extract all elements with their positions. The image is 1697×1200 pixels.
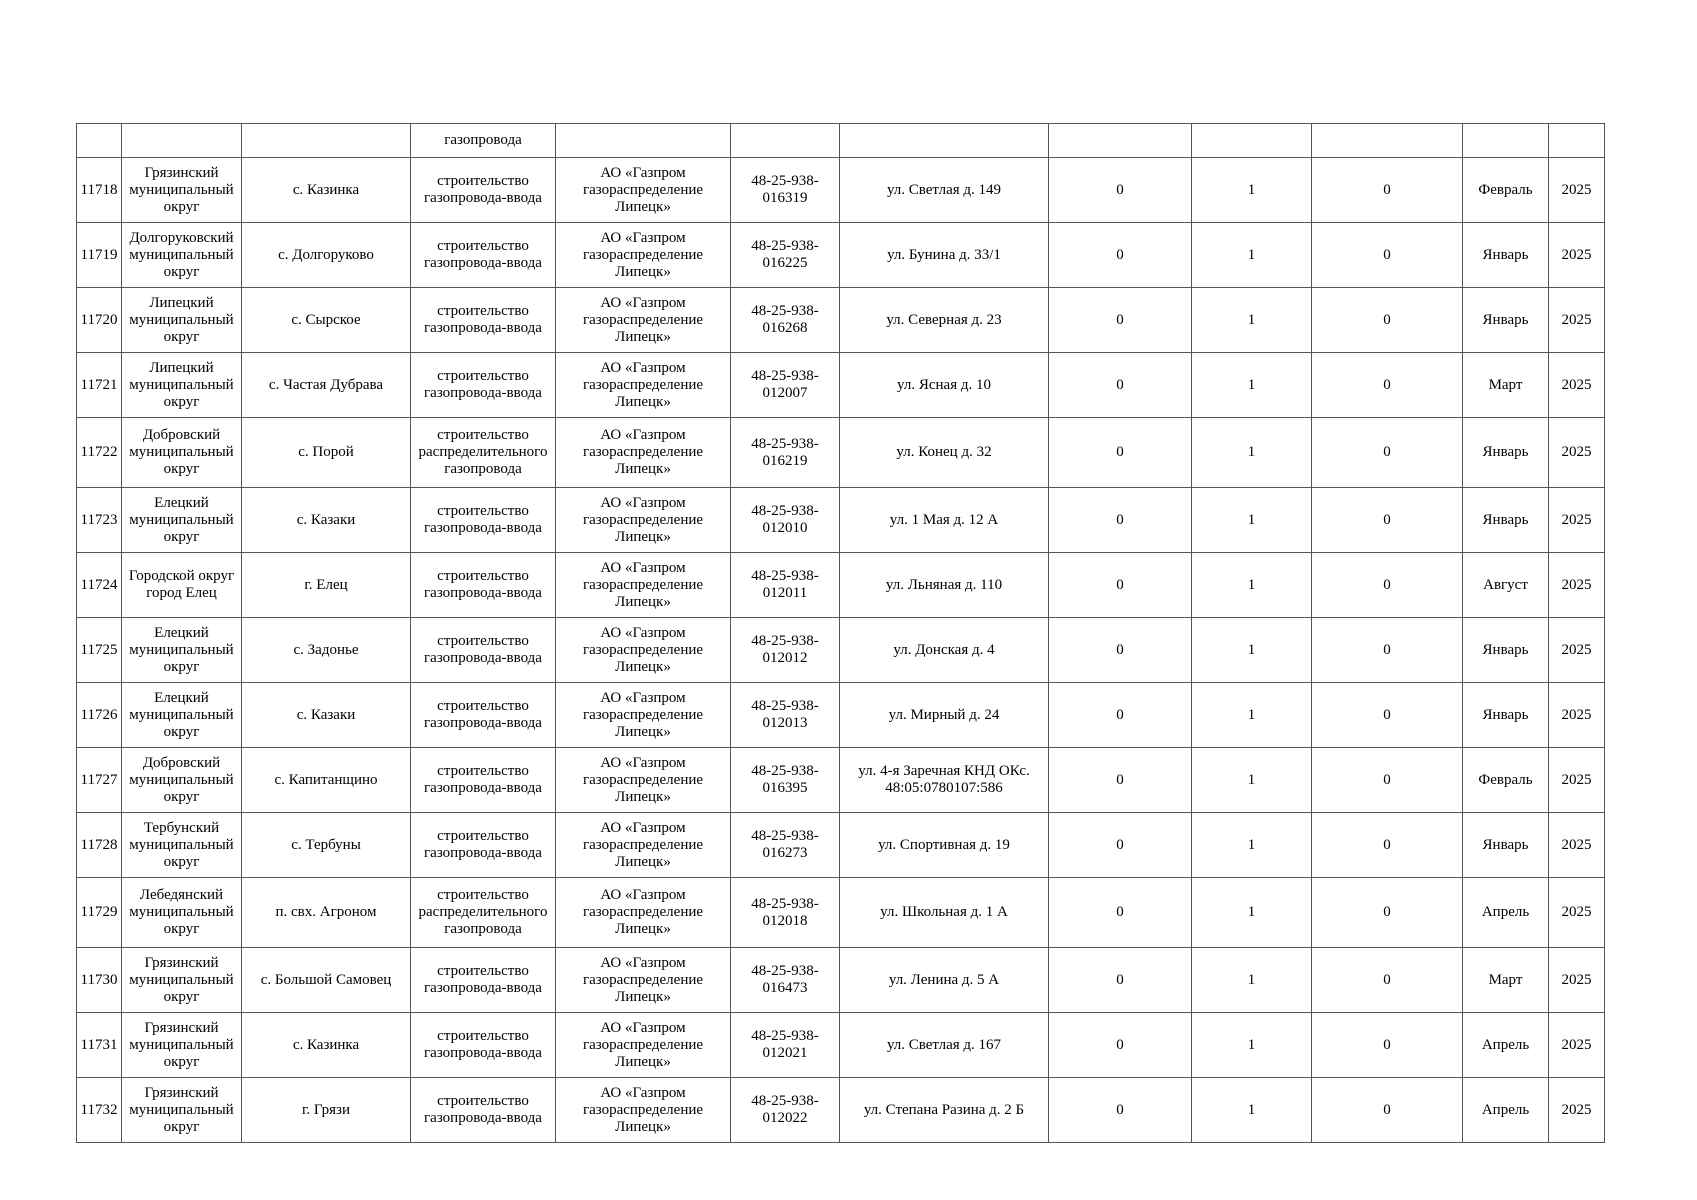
cell-district: Липецкий муниципальный округ bbox=[122, 288, 242, 353]
cell-settlement: с. Казинка bbox=[242, 158, 411, 223]
table-row bbox=[77, 948, 1605, 1013]
cell-id: 11722 bbox=[77, 418, 122, 488]
cell-month: Февраль bbox=[1463, 748, 1549, 813]
cell-code: 48-25-938-012013 bbox=[731, 683, 840, 748]
cell-n3: 0 bbox=[1312, 878, 1463, 948]
cell-month: Январь bbox=[1463, 488, 1549, 553]
cell-month: Март bbox=[1463, 948, 1549, 1013]
cell-district: Долгоруковский муниципальный округ bbox=[122, 223, 242, 288]
cell-org: АО «Газпром газораспределение Липецк» bbox=[556, 158, 731, 223]
cell-code: 48-25-938-016319 bbox=[731, 158, 840, 223]
cell-n3: 0 bbox=[1312, 488, 1463, 553]
cell-address: ул. Северная д. 23 bbox=[840, 288, 1049, 353]
table-row bbox=[77, 353, 1605, 418]
cell-district: Елецкий муниципальный округ bbox=[122, 683, 242, 748]
cell-district: Елецкий муниципальный округ bbox=[122, 488, 242, 553]
cell-n1: 0 bbox=[1049, 488, 1192, 553]
cell-org bbox=[556, 124, 731, 158]
cell-n3: 0 bbox=[1312, 748, 1463, 813]
cell-address: ул. Светлая д. 149 bbox=[840, 158, 1049, 223]
cell-address bbox=[840, 124, 1049, 158]
cell-n2: 1 bbox=[1192, 1013, 1312, 1078]
cell-district: Добровский муниципальный округ bbox=[122, 418, 242, 488]
table-row bbox=[77, 553, 1605, 618]
table-row bbox=[77, 1078, 1605, 1143]
cell-org: АО «Газпром газораспределение Липецк» bbox=[556, 353, 731, 418]
cell-org: АО «Газпром газораспределение Липецк» bbox=[556, 418, 731, 488]
cell-address: ул. Бунина д. 33/1 bbox=[840, 223, 1049, 288]
cell-work-type: строительство газопровода-ввода bbox=[411, 353, 556, 418]
cell-year: 2025 bbox=[1549, 1078, 1605, 1143]
cell-id: 11725 bbox=[77, 618, 122, 683]
cell-address: ул. Донская д. 4 bbox=[840, 618, 1049, 683]
cell-work-type: строительство газопровода-ввода bbox=[411, 158, 556, 223]
gasification-table bbox=[76, 123, 1605, 1143]
cell-month: Январь bbox=[1463, 813, 1549, 878]
cell-year: 2025 bbox=[1549, 748, 1605, 813]
cell-district: Тербунский муниципальный округ bbox=[122, 813, 242, 878]
cell-month: Август bbox=[1463, 553, 1549, 618]
cell-work-type: строительство газопровода-ввода bbox=[411, 488, 556, 553]
cell-n3: 0 bbox=[1312, 553, 1463, 618]
cell-id: 11720 bbox=[77, 288, 122, 353]
cell-year: 2025 bbox=[1549, 288, 1605, 353]
cell-code: 48-25-938-016219 bbox=[731, 418, 840, 488]
cell-settlement: с. Капитанщино bbox=[242, 748, 411, 813]
cell-settlement: с. Казаки bbox=[242, 488, 411, 553]
cell-n3: 0 bbox=[1312, 288, 1463, 353]
cell-address: ул. 1 Мая д. 12 А bbox=[840, 488, 1049, 553]
cell-address: ул. Конец д. 32 bbox=[840, 418, 1049, 488]
cell-settlement: с. Долгоруково bbox=[242, 223, 411, 288]
table-body bbox=[77, 124, 1605, 1143]
cell-work-type: строительство газопровода-ввода bbox=[411, 1013, 556, 1078]
cell-settlement: г. Грязи bbox=[242, 1078, 411, 1143]
cell-n2: 1 bbox=[1192, 488, 1312, 553]
cell-code bbox=[731, 124, 840, 158]
cell-org: АО «Газпром газораспределение Липецк» bbox=[556, 223, 731, 288]
cell-address: ул. Ясная д. 10 bbox=[840, 353, 1049, 418]
cell-address: ул. Светлая д. 167 bbox=[840, 1013, 1049, 1078]
cell-n3: 0 bbox=[1312, 1078, 1463, 1143]
cell-n3: 0 bbox=[1312, 353, 1463, 418]
cell-month: Апрель bbox=[1463, 1013, 1549, 1078]
cell-n2: 1 bbox=[1192, 353, 1312, 418]
cell-code: 48-25-938-012021 bbox=[731, 1013, 840, 1078]
cell-address: ул. Мирный д. 24 bbox=[840, 683, 1049, 748]
cell-n2: 1 bbox=[1192, 813, 1312, 878]
cell-id: 11731 bbox=[77, 1013, 122, 1078]
cell-n1: 0 bbox=[1049, 948, 1192, 1013]
cell-n3: 0 bbox=[1312, 158, 1463, 223]
cell-district: Грязинский муниципальный округ bbox=[122, 1013, 242, 1078]
cell-id: 11730 bbox=[77, 948, 122, 1013]
cell-year: 2025 bbox=[1549, 878, 1605, 948]
cell-org: АО «Газпром газораспределение Липецк» bbox=[556, 878, 731, 948]
cell-year: 2025 bbox=[1549, 618, 1605, 683]
cell-org: АО «Газпром газораспределение Липецк» bbox=[556, 553, 731, 618]
table-row bbox=[77, 813, 1605, 878]
cell-org: АО «Газпром газораспределение Липецк» bbox=[556, 288, 731, 353]
cell-month: Январь bbox=[1463, 618, 1549, 683]
cell-year: 2025 bbox=[1549, 158, 1605, 223]
cell-month: Апрель bbox=[1463, 878, 1549, 948]
cell-n1 bbox=[1049, 124, 1192, 158]
cell-org: АО «Газпром газораспределение Липецк» bbox=[556, 618, 731, 683]
cell-n1: 0 bbox=[1049, 353, 1192, 418]
cell-district: Лебедянский муниципальный округ bbox=[122, 878, 242, 948]
cell-code: 48-25-938-012022 bbox=[731, 1078, 840, 1143]
cell-code: 48-25-938-012012 bbox=[731, 618, 840, 683]
table-row bbox=[77, 683, 1605, 748]
cell-n1: 0 bbox=[1049, 553, 1192, 618]
cell-month: Март bbox=[1463, 353, 1549, 418]
cell-district: Грязинский муниципальный округ bbox=[122, 948, 242, 1013]
cell-address: ул. Школьная д. 1 А bbox=[840, 878, 1049, 948]
cell-month: Апрель bbox=[1463, 1078, 1549, 1143]
cell-month: Январь bbox=[1463, 288, 1549, 353]
cell-address: ул. Льняная д. 110 bbox=[840, 553, 1049, 618]
cell-work-type: строительство газопровода-ввода bbox=[411, 813, 556, 878]
cell-work-type: газопровода bbox=[411, 124, 556, 158]
cell-n2: 1 bbox=[1192, 683, 1312, 748]
cell-settlement: п. свх. Агроном bbox=[242, 878, 411, 948]
table-row bbox=[77, 418, 1605, 488]
table-row bbox=[77, 288, 1605, 353]
table-row bbox=[77, 158, 1605, 223]
cell-month: Февраль bbox=[1463, 158, 1549, 223]
cell-district bbox=[122, 124, 242, 158]
cell-code: 48-25-938-016268 bbox=[731, 288, 840, 353]
cell-address: ул. Степана Разина д. 2 Б bbox=[840, 1078, 1049, 1143]
cell-id bbox=[77, 124, 122, 158]
cell-n1: 0 bbox=[1049, 1078, 1192, 1143]
cell-n2: 1 bbox=[1192, 948, 1312, 1013]
cell-code: 48-25-938-012011 bbox=[731, 553, 840, 618]
cell-work-type: строительство газопровода-ввода bbox=[411, 948, 556, 1013]
cell-month bbox=[1463, 124, 1549, 158]
table-row bbox=[77, 488, 1605, 553]
cell-n2: 1 bbox=[1192, 553, 1312, 618]
cell-address: ул. Спортивная д. 19 bbox=[840, 813, 1049, 878]
cell-n1: 0 bbox=[1049, 1013, 1192, 1078]
cell-n1: 0 bbox=[1049, 813, 1192, 878]
cell-settlement: с. Порой bbox=[242, 418, 411, 488]
cell-code: 48-25-938-012007 bbox=[731, 353, 840, 418]
cell-work-type: строительство газопровода-ввода bbox=[411, 288, 556, 353]
cell-address: ул. 4-я Заречная КНД ОКс. 48:05:0780107:586 bbox=[840, 748, 1049, 813]
cell-year bbox=[1549, 124, 1605, 158]
cell-org: АО «Газпром газораспределение Липецк» bbox=[556, 1078, 731, 1143]
cell-n1: 0 bbox=[1049, 683, 1192, 748]
cell-n1: 0 bbox=[1049, 878, 1192, 948]
table-row bbox=[77, 1013, 1605, 1078]
cell-org: АО «Газпром газораспределение Липецк» bbox=[556, 813, 731, 878]
cell-n1: 0 bbox=[1049, 288, 1192, 353]
cell-n3: 0 bbox=[1312, 683, 1463, 748]
cell-settlement: с. Сырское bbox=[242, 288, 411, 353]
cell-n3: 0 bbox=[1312, 618, 1463, 683]
cell-settlement: с. Казаки bbox=[242, 683, 411, 748]
table-row bbox=[77, 748, 1605, 813]
cell-n3 bbox=[1312, 124, 1463, 158]
cell-id: 11718 bbox=[77, 158, 122, 223]
cell-work-type: строительство газопровода-ввода bbox=[411, 748, 556, 813]
cell-year: 2025 bbox=[1549, 813, 1605, 878]
cell-id: 11724 bbox=[77, 553, 122, 618]
cell-work-type: строительство распределительного газопровода bbox=[411, 418, 556, 488]
cell-n1: 0 bbox=[1049, 223, 1192, 288]
cell-year: 2025 bbox=[1549, 418, 1605, 488]
cell-org: АО «Газпром газораспределение Липецк» bbox=[556, 948, 731, 1013]
cell-id: 11728 bbox=[77, 813, 122, 878]
cell-month: Январь bbox=[1463, 223, 1549, 288]
cell-month: Январь bbox=[1463, 683, 1549, 748]
cell-code: 48-25-938-012010 bbox=[731, 488, 840, 553]
cell-id: 11721 bbox=[77, 353, 122, 418]
cell-work-type: строительство газопровода-ввода bbox=[411, 1078, 556, 1143]
cell-id: 11729 bbox=[77, 878, 122, 948]
cell-code: 48-25-938-016225 bbox=[731, 223, 840, 288]
cell-district: Грязинский муниципальный округ bbox=[122, 1078, 242, 1143]
cell-n2: 1 bbox=[1192, 618, 1312, 683]
cell-code: 48-25-938-016473 bbox=[731, 948, 840, 1013]
cell-n3: 0 bbox=[1312, 948, 1463, 1013]
cell-settlement: г. Елец bbox=[242, 553, 411, 618]
cell-year: 2025 bbox=[1549, 683, 1605, 748]
cell-org: АО «Газпром газораспределение Липецк» bbox=[556, 748, 731, 813]
cell-id: 11727 bbox=[77, 748, 122, 813]
cell-work-type: строительство распределительного газопровода bbox=[411, 878, 556, 948]
cell-code: 48-25-938-012018 bbox=[731, 878, 840, 948]
cell-work-type: строительство газопровода-ввода bbox=[411, 683, 556, 748]
cell-year: 2025 bbox=[1549, 353, 1605, 418]
cell-settlement: с. Частая Дубрава bbox=[242, 353, 411, 418]
cell-code: 48-25-938-016273 bbox=[731, 813, 840, 878]
cell-id: 11723 bbox=[77, 488, 122, 553]
cell-n1: 0 bbox=[1049, 418, 1192, 488]
cell-district: Городской округ город Елец bbox=[122, 553, 242, 618]
continuation-row bbox=[77, 124, 1605, 158]
cell-settlement: с. Большой Самовец bbox=[242, 948, 411, 1013]
cell-n2: 1 bbox=[1192, 158, 1312, 223]
cell-settlement: с. Задонье bbox=[242, 618, 411, 683]
cell-id: 11719 bbox=[77, 223, 122, 288]
cell-n2: 1 bbox=[1192, 1078, 1312, 1143]
cell-n3: 0 bbox=[1312, 813, 1463, 878]
cell-code: 48-25-938-016395 bbox=[731, 748, 840, 813]
cell-month: Январь bbox=[1463, 418, 1549, 488]
cell-year: 2025 bbox=[1549, 948, 1605, 1013]
cell-district: Добровский муниципальный округ bbox=[122, 748, 242, 813]
table-row bbox=[77, 223, 1605, 288]
cell-work-type: строительство газопровода-ввода bbox=[411, 618, 556, 683]
cell-n2: 1 bbox=[1192, 878, 1312, 948]
cell-district: Елецкий муниципальный округ bbox=[122, 618, 242, 683]
cell-n3: 0 bbox=[1312, 418, 1463, 488]
cell-district: Липецкий муниципальный округ bbox=[122, 353, 242, 418]
cell-org: АО «Газпром газораспределение Липецк» bbox=[556, 1013, 731, 1078]
cell-n2: 1 bbox=[1192, 418, 1312, 488]
cell-settlement: с. Тербуны bbox=[242, 813, 411, 878]
cell-n1: 0 bbox=[1049, 748, 1192, 813]
cell-n2 bbox=[1192, 124, 1312, 158]
cell-work-type: строительство газопровода-ввода bbox=[411, 223, 556, 288]
cell-org: АО «Газпром газораспределение Липецк» bbox=[556, 683, 731, 748]
table-row bbox=[77, 618, 1605, 683]
cell-id: 11726 bbox=[77, 683, 122, 748]
cell-n3: 0 bbox=[1312, 1013, 1463, 1078]
cell-work-type: строительство газопровода-ввода bbox=[411, 553, 556, 618]
cell-n2: 1 bbox=[1192, 223, 1312, 288]
cell-year: 2025 bbox=[1549, 488, 1605, 553]
cell-year: 2025 bbox=[1549, 223, 1605, 288]
cell-district: Грязинский муниципальный округ bbox=[122, 158, 242, 223]
cell-address: ул. Ленина д. 5 А bbox=[840, 948, 1049, 1013]
cell-n2: 1 bbox=[1192, 748, 1312, 813]
cell-org: АО «Газпром газораспределение Липецк» bbox=[556, 488, 731, 553]
cell-n1: 0 bbox=[1049, 158, 1192, 223]
cell-id: 11732 bbox=[77, 1078, 122, 1143]
table-row bbox=[77, 878, 1605, 948]
cell-settlement bbox=[242, 124, 411, 158]
cell-year: 2025 bbox=[1549, 553, 1605, 618]
cell-settlement: с. Казинка bbox=[242, 1013, 411, 1078]
cell-year: 2025 bbox=[1549, 1013, 1605, 1078]
cell-n2: 1 bbox=[1192, 288, 1312, 353]
cell-n3: 0 bbox=[1312, 223, 1463, 288]
cell-n1: 0 bbox=[1049, 618, 1192, 683]
